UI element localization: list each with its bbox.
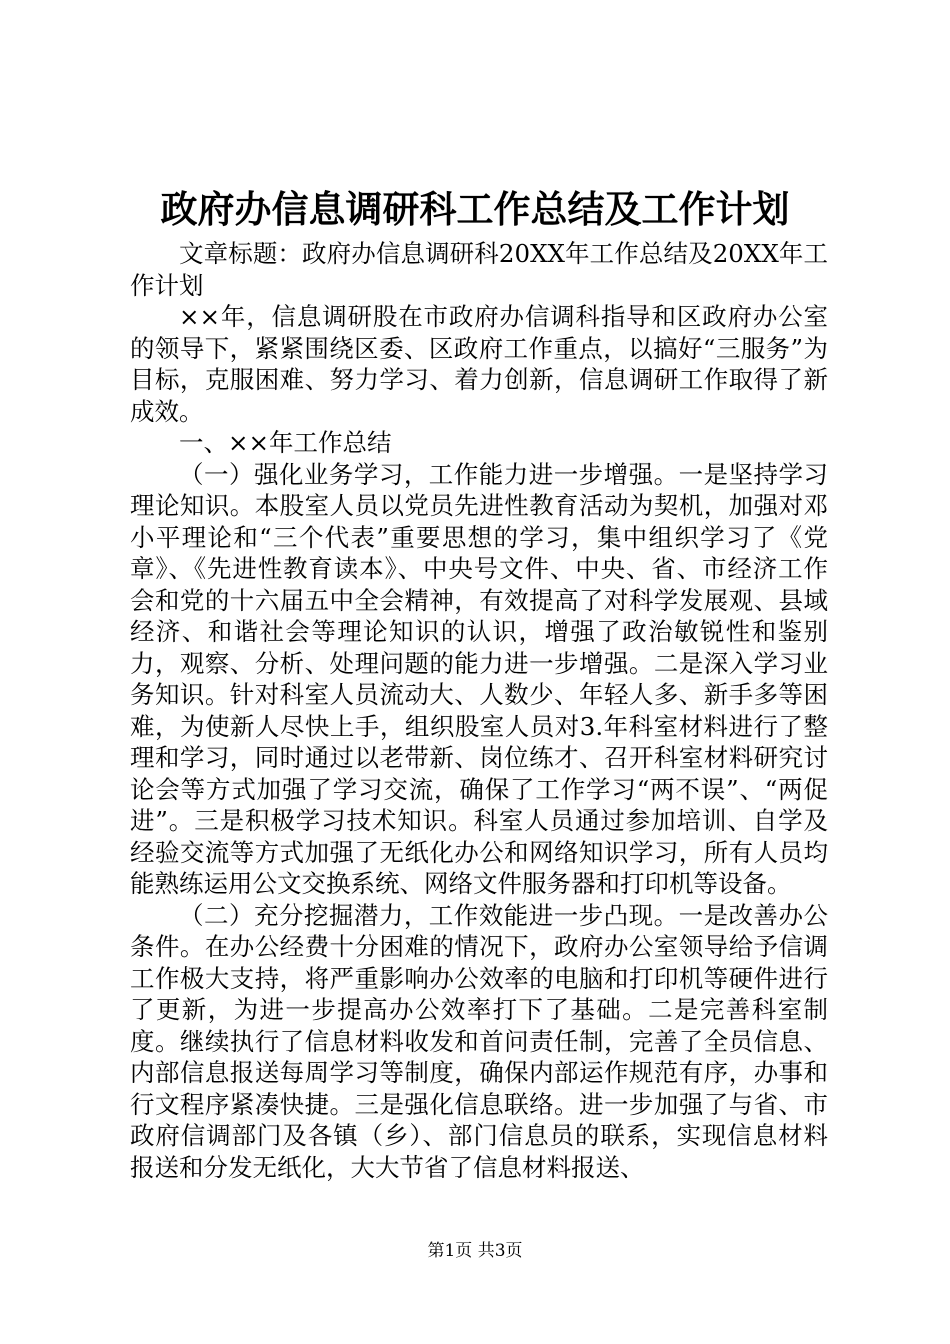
page-number-footer: 第1页 共3页 — [427, 1241, 523, 1261]
document-body — [130, 238, 828, 1183]
intro-paragraph: ××年，信息调研股在市政府办信调科指导和区政府办公室的领导下，紧紧围绕区委、区政府工作重点，以搞好“三服务”为目标，克服困难、努力学习、着力创新，信息调研工作取得了新成效。 — [130, 302, 828, 426]
document-title: 政府办信息调研科工作总结及工作计划 — [160, 188, 790, 231]
subsection-2-paragraph: （二）充分挖掘潜力，工作效能进一步凸现。一是改善办公条件。在办公经费十分困难的情况下，政府办公室领导给予信调工作极大支持，将严重影响办公效率的电脑和打印机等硬件进行了更新，为进一步提高办公效率打下了基础。二是完善科室制度。继续执行了信息材料收发和首问责任制，完善了全员信息、内部信息报送每周学习等制度，确保内部运作规范有序，办事和行文程序紧凑快捷。三是强化信息联络。进一步加强了与省、市政府信调部门及各镇（乡）、部门信息员的联系，实现信息材料报送和分发无纸化，大大节省了信息材料报送、 — [130, 900, 828, 1182]
subsection-1-paragraph: （一）强化业务学习，工作能力进一步增强。一是坚持学习理论知识。本股室人员以党员先进性教育活动为契机，加强对邓小平理论和“三个代表”重要思想的学习，集中组织学习了《党章》、《先进性教育读本》、中央号文件、中央、省、市经济工作会和党的十六届五中全会精神，有效提高了对科学发展观、县域经济、和谐社会等理论知识的认识，增强了政治敏锐性和鉴别力，观察、分析、处理问题的能力进一步增强。二是深入学习业务知识。针对科室人员流动大、人数少、年轻人多、新手多等困难，为使新人尽快上手，组织股室人员对3.年科室材料进行了整理和学习，同时通过以老带新、岗位练才、召开科室材料研究讨论会等方式加强了学习交流，确保了工作学习“两不误”、“两促进”。三是积极学习技术知识。科室人员通过参加培训、自学及经验交流等方式加强了无纸化办公和网络知识学习，所有人员均能熟练运用公文交换系统、网络文件服务器和打印机等设备。 — [130, 459, 828, 898]
section-heading: 一、××年工作总结 — [179, 428, 392, 457]
article-title-paragraph: 文章标题：政府办信息调研科20XX年工作总结及20XX年工作计划 — [130, 239, 828, 300]
